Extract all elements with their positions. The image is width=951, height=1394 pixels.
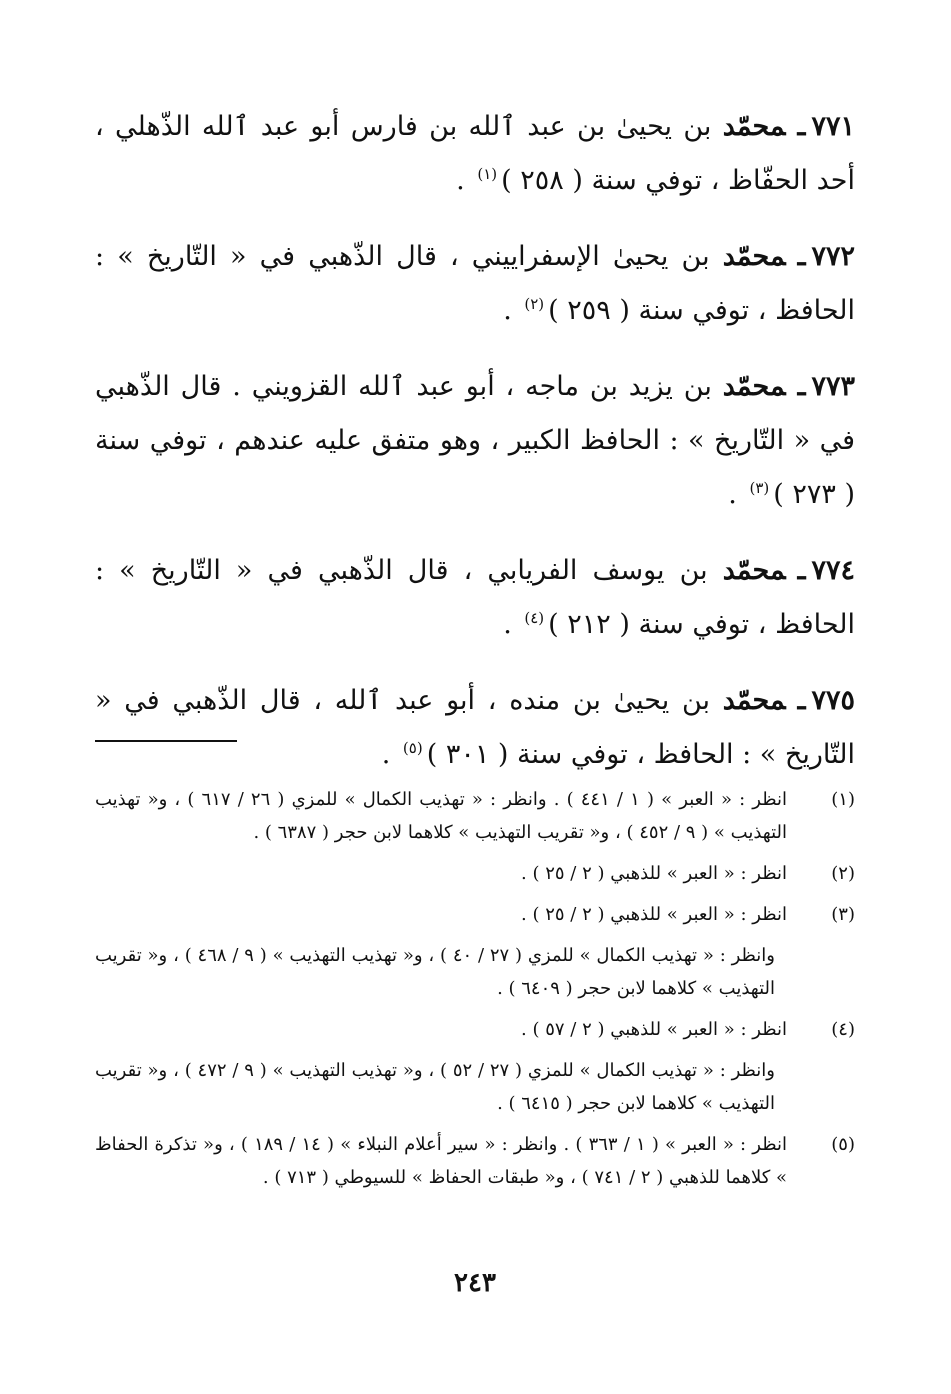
entry-text: بن يحيىٰ الإسفراييني ، قال الذّهبي في « التّاريخ » : الحافظ ، توفي سنة ( ٢٥٩ ) [95, 241, 855, 326]
footnote-text: انظر : « العبر » ( ١ / ٤٤١ ) . وانظر : « تهذيب الكمال » للمزي ( ٢٦ / ٦١٧ ) ، و« تهذيب التهذيب » ( ٩ / ٤٥٢ ) ، و« تقريب التهذيب » كلاهما لابن حجر ( ٦٣٨٧ ) . [95, 789, 788, 843]
footnote [95, 1128, 855, 1194]
entry-number: ٧٧٢ [811, 241, 855, 272]
entry-dash: ـ [797, 111, 806, 142]
footnotes-section [95, 783, 855, 1202]
footnote-ref: (٣) [749, 479, 770, 497]
footnote [95, 857, 855, 890]
entry-dash: ـ [797, 685, 806, 716]
entries-list [95, 100, 855, 782]
footnote-ref: (١) [477, 165, 498, 183]
footnote-number: (٢) [831, 863, 855, 884]
footnote-number: (٥) [831, 1134, 855, 1155]
footnote-text: انظر : « العبر » للذهبي ( ٢ / ٢٥ ) . [521, 904, 787, 925]
footnote-number: (٣) [831, 904, 855, 925]
entry-name: محمّد [722, 371, 786, 402]
entry-name: محمّد [722, 241, 786, 272]
entry-dash: ـ [797, 555, 806, 586]
entry-number: ٧٧١ [811, 111, 855, 142]
book-page [95, 100, 855, 1330]
entry-name: محمّد [722, 555, 786, 586]
footnote-ref: (٤) [524, 609, 545, 627]
entry-number: ٧٧٥ [811, 685, 855, 716]
footnote [95, 783, 855, 849]
entry-text: بن يزيد بن ماجه ، أبو عبد ٱلله القزويني . قال الذّهبي في « التّاريخ » : الحافظ الكبير ، وهو متفق عليه عندهم ، توفي سنة ( ٢٧٣ ) [95, 371, 855, 510]
page-number: ٢٤٣ [454, 1268, 496, 1298]
footnote-divider [95, 740, 237, 742]
footnote [95, 898, 855, 931]
entry-number: ٧٧٣ [811, 371, 855, 402]
entry-text: بن يوسف الفريابي ، قال الذّهبي في « التّاريخ » : الحافظ ، توفي سنة ( ٢١٢ ) [95, 555, 855, 640]
footnote-continuation: وانظر : « تهذيب الكمال » للمزي ( ٢٧ / ٥٢ ) ، و« تهذيب التهذيب » ( ٩ / ٤٧٢ ) ، و« تقريب التهذيب » كلاهما لابن حجر ( ٦٤١٥ ) . [95, 1060, 775, 1114]
footnote-text: انظر : « العبر » ( ١ / ٣٦٣ ) . وانظر : « سير أعلام النبلاء » ( ١٤ / ١٨٩ ) ، و« تذكرة الحفاظ » كلاهما للذهبي ( ٢ / ٧٤١ ) ، و« طبقات الحفاظ » للسيوطي ( ٧١٣ ) . [95, 1134, 787, 1188]
entry-text: بن يحيىٰ بن منده ، أبو عبد ٱلله ، قال الذّهبي في « التّاريخ » : الحافظ ، توفي سنة ( ٣٠١ ) [95, 685, 855, 770]
biography-entry: ٧٧١ـمحمّد بن يحيىٰ بن عبد ٱلله بن فارس أبو عبد ٱلله الذّهلي ، أحد الحفّاظ ، توفي سنة ( ٢٥٨ )$^{(١)}$ . [95, 111, 855, 196]
footnote-text: انظر : « العبر » للذهبي ( ٢ / ٥٧ ) . [521, 1019, 787, 1040]
footnote-text: انظر : « العبر » للذهبي ( ٢ / ٢٥ ) . [521, 863, 787, 884]
biography-entry: ٧٧٣ـمحمّد بن يزيد بن ماجه ، أبو عبد ٱلله القزويني . قال الذّهبي في « التّاريخ » : الحافظ الكبير ، وهو متفق عليه عندهم ، توفي سنة ( ٢٧٣ )$^{(٣)}$ . [95, 371, 855, 510]
biography-entry: ٧٧٤ـمحمّد بن يوسف الفريابي ، قال الذّهبي في « التّاريخ » : الحافظ ، توفي سنة ( ٢١٢ )$^{(٤)}$ . [95, 555, 856, 640]
footnote-number: (٤) [831, 1019, 855, 1040]
entry-dash: ـ [797, 371, 806, 402]
entry-name: محمّد [722, 685, 786, 716]
biography-entry: ٧٧٥ـمحمّد بن يحيىٰ بن منده ، أبو عبد ٱلله ، قال الذّهبي في « التّاريخ » : الحافظ ، توفي سنة ( ٣٠١ )$^{(٥)}$ . [95, 685, 855, 770]
footnote-ref: (٢) [524, 295, 545, 313]
biography-entry: ٧٧٢ـمحمّد بن يحيىٰ الإسفراييني ، قال الذّهبي في « التّاريخ » : الحافظ ، توفي سنة ( ٢٥٩ )$^{(٢)}$ . [95, 241, 855, 326]
footnote-number: (١) [831, 789, 855, 810]
footnote-ref: (٥) [402, 739, 423, 757]
entry-number: ٧٧٤ [811, 555, 856, 586]
entry-dash: ـ [797, 241, 806, 272]
entry-name: محمّد [722, 111, 786, 142]
footnote [95, 1013, 855, 1046]
footnote-continuation: وانظر : « تهذيب الكمال » للمزي ( ٢٧ / ٤٠ ) ، و« تهذيب التهذيب » ( ٩ / ٤٦٨ ) ، و« تقريب التهذيب » كلاهما لابن حجر ( ٦٤٠٩ ) . [95, 945, 775, 999]
entry-text: بن يحيىٰ بن عبد ٱلله بن فارس أبو عبد ٱلله الذّهلي ، أحد الحفّاظ ، توفي سنة ( ٢٥٨ ) [95, 111, 855, 196]
